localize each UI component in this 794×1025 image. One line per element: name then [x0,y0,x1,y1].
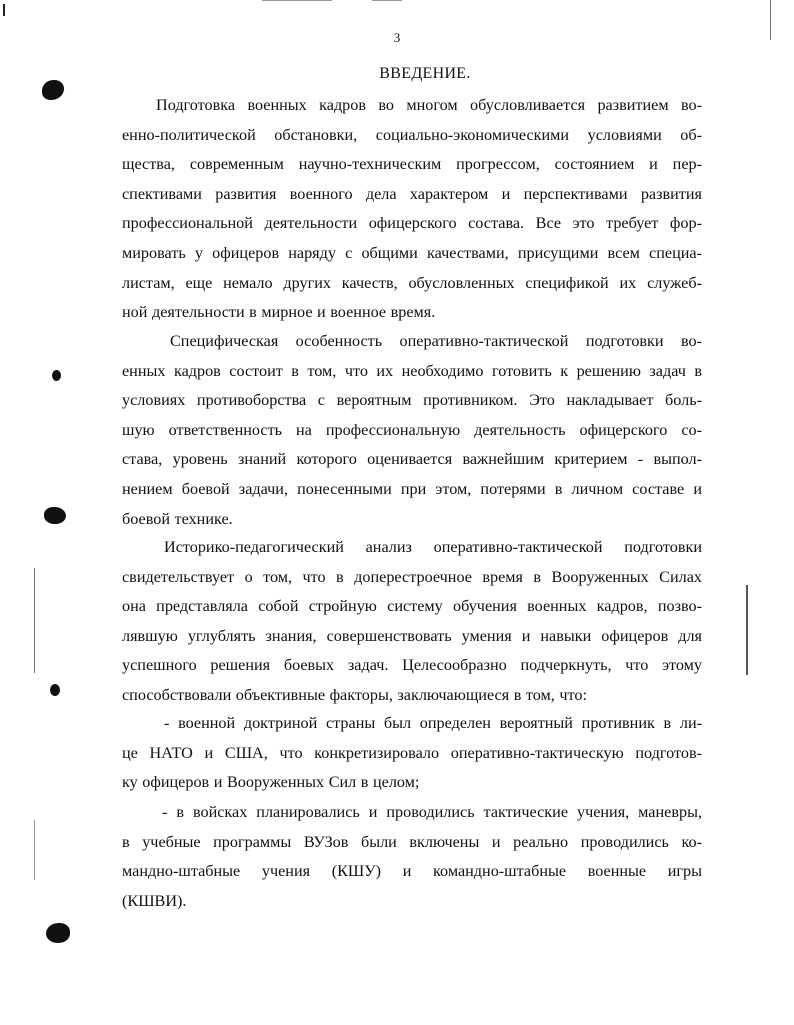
text-line: листам, еще немало других качеств, обусловленных спецификой их служеб- [122,273,702,292]
text-line: свидетельствует о том, что в доперестроечное время в Вооруженных Силах [122,567,702,586]
scan-left-edge-line [34,820,35,880]
text-line: Подготовка военных кадров во многом обусловливается развитием во- [156,96,702,114]
paragraph-2 [122,327,702,534]
text-line: ной деятельности в мирное и военное время. [122,303,436,322]
scan-edge-mark [3,4,5,16]
scan-top-line [372,0,402,1]
text-line: става, уровень знаний которого оценивается важнейшим критерием - выпол- [122,450,702,469]
text-line: мандно-штабные учения (КШУ) и командно-штабные военные игры [122,862,702,881]
text-line: - в войсках планировались и проводились тактические учения, маневры, [162,803,702,821]
text-line: в учебные программы ВУЗов были включены и реально проводились ко- [122,832,702,851]
text-line: способствовали объективные факторы, заключающиеся в том, что: [122,685,587,704]
text-line: профессиональной деятельности офицерского состава. Все это требует фор- [122,214,702,233]
text-line: нением боевой задачи, понесенными при этом, потерями в личном составе и [122,479,702,498]
text-line: лявшую углублять знания, совершенствовать умения и навыки офицеров для [122,626,702,645]
text-line: успешного решения боевых задач. Целесообразно подчеркнуть, что этому [122,656,702,675]
punch-hole-blot [46,923,70,943]
text-line: Историко-педагогический анализ оперативно-тактической подготовки [164,538,702,556]
page-number: 3 [393,30,401,45]
text-line: енно-политической обстановки, социально-экономическими условиями об- [122,125,702,144]
text-line: Специфическая особенность оперативно-тактической подготовки во- [170,332,702,350]
text-line: мировать у офицеров наряду с общими качествами, присущими всем специа- [122,243,702,262]
text-line: спективами развития военного дела характером и перспективами развития [122,184,702,203]
scan-right-edge-line [746,585,748,675]
paragraph-5 [122,798,702,916]
text-line: енных кадров состоит в том, что их необходимо готовить к решению задач в [122,361,702,380]
punch-hole-blot [44,507,66,524]
page-title: ВВЕДЕНИЕ. [379,65,471,82]
text-line: (КШВИ). [122,891,187,910]
punch-hole-blot [50,684,60,696]
paragraph-3 [122,533,702,711]
text-line: боевой технике. [122,509,233,528]
scan-left-edge-line [34,568,35,673]
paragraph-4 [122,709,702,798]
text-line: ку офицеров и Вооруженных Сил в целом; [122,773,420,792]
text-line: щества, современным научно-техническим прогрессом, состоянием и пер- [122,155,702,174]
scan-top-line [262,0,332,1]
text-line: условиях противоборства с вероятным противником. Это накладывает боль- [122,391,702,410]
punch-hole-blot [52,370,61,381]
text-line: шую ответственность на профессиональную деятельность офицерского со- [122,420,702,439]
text-line: она представляла собой стройную систему обучения военных кадров, позво- [122,597,702,616]
text-line: - военной доктриной страны был определен вероятный противник в ли- [164,714,702,732]
punch-hole-blot [42,80,64,100]
paragraph-1 [122,91,702,328]
text-line: це НАТО и США, что конкретизировало оперативно-тактическую подготов- [122,743,702,762]
